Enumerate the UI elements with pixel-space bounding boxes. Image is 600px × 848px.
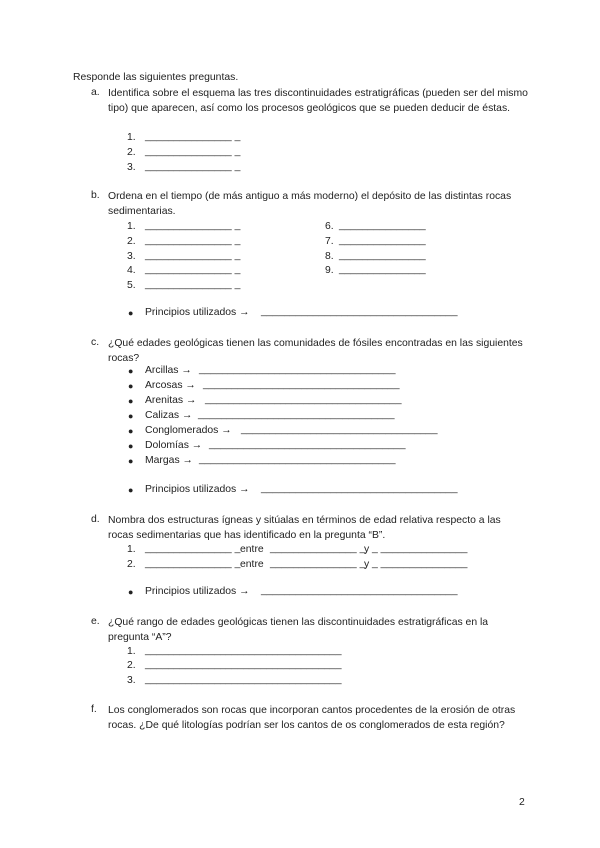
question-e-letter: e. bbox=[91, 616, 100, 627]
question-a-answer-3[interactable]: _______________ _ bbox=[145, 161, 241, 172]
question-d-1-between: entre bbox=[240, 544, 264, 555]
question-b-principles-answer[interactable]: __________________________________ bbox=[261, 306, 458, 317]
question-b-item-3: 3. bbox=[127, 251, 136, 262]
question-e-item-1: 1. bbox=[127, 646, 136, 657]
bullet-icon: ● bbox=[128, 411, 134, 421]
question-a-item-2: 2. bbox=[127, 147, 136, 158]
rock-label-arcosas: Arcosas → bbox=[145, 380, 196, 391]
question-d-item-1: 1. bbox=[127, 544, 136, 555]
question-b-item-4: 4. bbox=[127, 265, 136, 276]
question-b-item-5: 5. bbox=[127, 280, 136, 291]
bullet-icon: ● bbox=[128, 381, 134, 391]
question-d-item-2: 2. bbox=[127, 559, 136, 570]
rock-label-calizas: Calizas → bbox=[145, 410, 193, 421]
bullet-icon: ● bbox=[128, 396, 134, 406]
rock-label-arcillas: Arcillas → bbox=[145, 365, 192, 376]
question-b-answer-3[interactable]: _______________ _ bbox=[145, 250, 241, 261]
question-b-answer-7[interactable]: _______________ bbox=[339, 235, 426, 246]
question-a-answer-2[interactable]: _______________ _ bbox=[145, 146, 241, 157]
intro-text: Responde las siguientes preguntas. bbox=[73, 72, 239, 83]
question-f-text: Los conglomerados son rocas que incorporan cantos procedentes de la erosión de otras rocas. ¿De qué litologías podrían ser los cantos de os conglomerados de esta región? bbox=[108, 705, 516, 731]
question-d-1-structure[interactable]: _______________ _ bbox=[145, 543, 241, 554]
question-d-2-rock-b[interactable]: _ _______________ bbox=[372, 558, 468, 569]
rock-label-margas: Margas → bbox=[145, 455, 193, 466]
bullet-icon: ● bbox=[128, 485, 134, 495]
question-e-answer-2[interactable]: __________________________________ bbox=[145, 659, 342, 670]
question-e-item-2: 2. bbox=[127, 660, 136, 671]
rock-label-conglomerados: Conglomerados → bbox=[145, 425, 232, 436]
question-c-letter: c. bbox=[91, 337, 100, 348]
rock-answer-conglomerados[interactable]: __________________________________ bbox=[241, 424, 438, 435]
question-e-answer-1[interactable]: __________________________________ bbox=[145, 645, 342, 656]
question-b-letter: b. bbox=[91, 190, 100, 201]
question-b-principles-label: Principios utilizados → bbox=[145, 307, 250, 318]
question-a-text: Identifica sobre el esquema las tres discontinuidades estratigráficas (pueden ser del mismo tipo) que aparecen, así como los procesos geológicos que se pueden deducir de éstas. bbox=[108, 88, 528, 114]
page-number: 2 bbox=[519, 797, 525, 808]
question-a-answer-1[interactable]: _______________ _ bbox=[145, 131, 241, 142]
question-b-answer-2[interactable]: _______________ _ bbox=[145, 235, 241, 246]
question-d-2-rock-a[interactable]: _______________ _ bbox=[270, 558, 366, 569]
question-b-answer-9[interactable]: _______________ bbox=[339, 264, 426, 275]
rock-answer-arcillas[interactable]: __________________________________ bbox=[199, 364, 396, 375]
question-d-text: Nombra dos estructuras ígneas y sitúalas en términos de edad relativa respecto a las rocas sedimentarias que has identificado en la pregunta “B”. bbox=[108, 515, 501, 541]
bullet-icon: ● bbox=[128, 426, 134, 436]
question-b-item-2: 2. bbox=[127, 236, 136, 247]
bullet-icon: ● bbox=[128, 441, 134, 451]
question-d-1-rock-b[interactable]: _ _______________ bbox=[372, 543, 468, 554]
question-d-2-between: entre bbox=[240, 559, 264, 570]
rock-answer-margas[interactable]: __________________________________ bbox=[199, 454, 396, 465]
question-d-2-and: y bbox=[364, 559, 370, 570]
question-b-answer-8[interactable]: _______________ bbox=[339, 250, 426, 261]
rock-answer-calizas[interactable]: __________________________________ bbox=[198, 409, 395, 420]
question-b-item-1: 1. bbox=[127, 221, 136, 232]
question-c-principles-answer[interactable]: __________________________________ bbox=[261, 483, 458, 494]
question-a-item-1: 1. bbox=[127, 132, 136, 143]
rock-answer-arenitas[interactable]: __________________________________ bbox=[205, 394, 402, 405]
bullet-icon: ● bbox=[128, 366, 134, 376]
question-a-letter: a. bbox=[91, 87, 100, 98]
question-b-answer-1[interactable]: _______________ _ bbox=[145, 220, 241, 231]
question-b-answer-4[interactable]: _______________ _ bbox=[145, 264, 241, 275]
question-a-item-3: 3. bbox=[127, 162, 136, 173]
bullet-icon: ● bbox=[128, 456, 134, 466]
question-d-1-rock-a[interactable]: _______________ _ bbox=[270, 543, 366, 554]
rock-answer-arcosas[interactable]: __________________________________ bbox=[203, 379, 400, 390]
rock-answer-dolomias[interactable]: __________________________________ bbox=[209, 439, 406, 450]
question-b-answer-6[interactable]: _______________ bbox=[339, 220, 426, 231]
question-d-principles-label: Principios utilizados → bbox=[145, 586, 250, 597]
question-c-text: ¿Qué edades geológicas tienen las comunidades de fósiles encontradas en las siguientes rocas? bbox=[108, 338, 523, 364]
question-d-letter: d. bbox=[91, 514, 100, 525]
question-b-item-6: 6. bbox=[325, 221, 334, 232]
bullet-icon: ● bbox=[128, 308, 134, 318]
rock-label-arenitas: Arenitas → bbox=[145, 395, 197, 406]
rock-label-dolomias: Dolomías → bbox=[145, 440, 203, 451]
question-e-answer-3[interactable]: __________________________________ bbox=[145, 674, 342, 685]
question-e-text: ¿Qué rango de edades geológicas tienen las discontinuidades estratigráficas en la pregunta “A”? bbox=[108, 617, 489, 643]
question-b-text: Ordena en el tiempo (de más antiguo a más moderno) el depósito de las distintas rocas sedimentarias. bbox=[108, 191, 512, 217]
bullet-icon: ● bbox=[128, 587, 134, 597]
question-f-letter: f. bbox=[91, 704, 97, 715]
question-e-item-3: 3. bbox=[127, 675, 136, 686]
question-d-1-and: y bbox=[364, 544, 370, 555]
question-b-answer-5[interactable]: _______________ _ bbox=[145, 279, 241, 290]
question-b-item-9: 9. bbox=[325, 265, 334, 276]
question-c-principles-label: Principios utilizados → bbox=[145, 484, 250, 495]
question-d-principles-answer[interactable]: __________________________________ bbox=[261, 585, 458, 596]
question-b-item-7: 7. bbox=[325, 236, 334, 247]
question-d-2-structure[interactable]: _______________ _ bbox=[145, 558, 241, 569]
question-b-item-8: 8. bbox=[325, 251, 334, 262]
